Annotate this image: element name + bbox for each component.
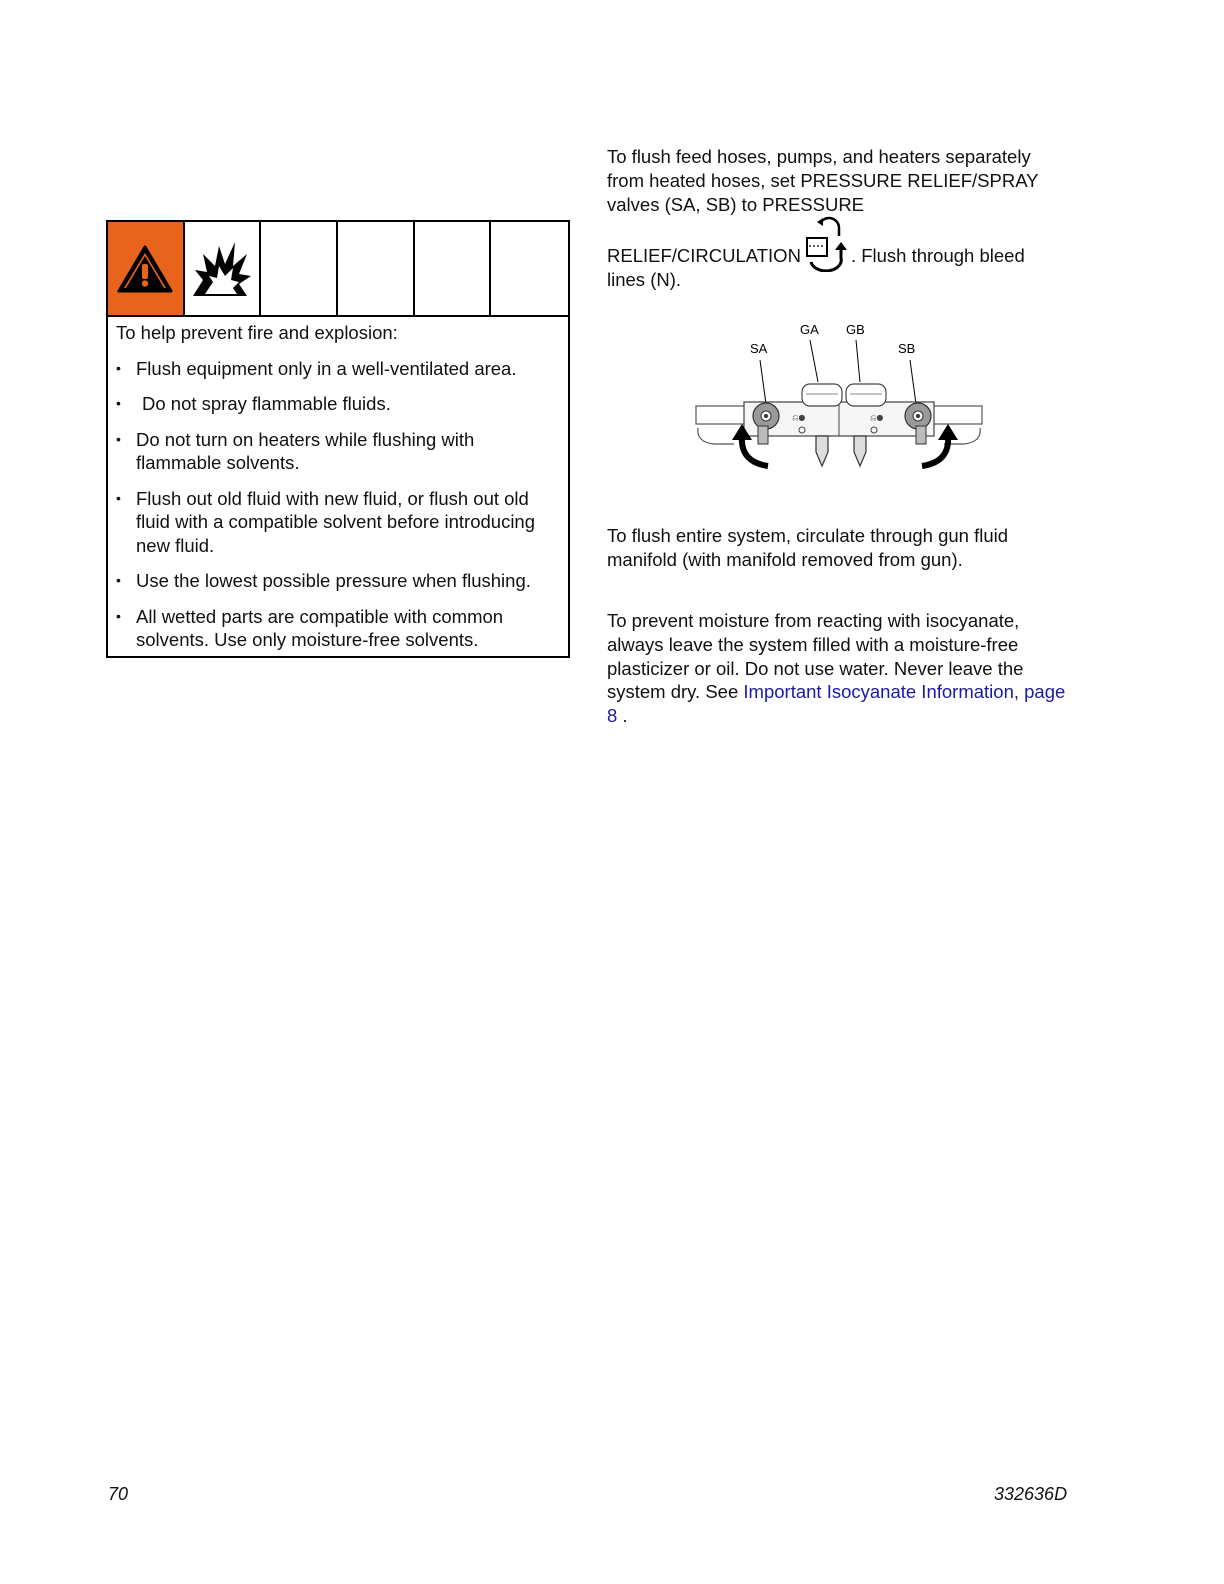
sb-label: SB — [898, 341, 916, 356]
gb-label: GB — [846, 322, 865, 337]
flush-entire-system-paragraph: To flush entire system, circulate through gun fluid manifold (with manifold removed from gun). — [607, 525, 1009, 570]
relief-circulation-text: RELIEF/CIRCULATION — [607, 245, 801, 267]
document-number: 332636D — [994, 1484, 1068, 1504]
warning-icon-row — [108, 222, 568, 317]
empty-icon-cell — [338, 222, 415, 315]
warning-box — [106, 220, 570, 658]
moisture-text: To prevent moisture from reacting with isocyanate, always leave the system filled with a moisture-free plasticizer or oil. Do not use water. Never leave the system dry. See — [607, 610, 1024, 703]
warning-intro: To help prevent fire and explosion: — [116, 322, 398, 343]
warning-item: • Flush equipment only in a well-ventilated area. — [116, 357, 560, 381]
isocyanate-info-link[interactable]: Important Isocyanate Information, page 8 — [607, 681, 1066, 727]
warning-item: • Do not spray flammable fluids. — [116, 392, 560, 416]
bleed-lines-text: . Flush through bleed lines (N). — [607, 245, 1025, 290]
relief-circulation-paragraph — [607, 214, 1067, 292]
flush-feed-hoses-paragraph: To flush feed hoses, pumps, and heaters separately from heated hoses, set PRESSURE RELIEF/SPRAY valves (SA, SB) to PRESSURE — [607, 146, 1039, 215]
warning-body — [108, 317, 568, 652]
warning-item: • Use the lowest possible pressure when flushing. — [116, 569, 560, 593]
svg-text:⎌●: ⎌● — [870, 413, 884, 422]
svg-text:⎌●: ⎌● — [792, 413, 806, 422]
empty-icon-cell — [491, 222, 568, 315]
sa-label: SA — [750, 341, 768, 356]
empty-icon-cell — [415, 222, 492, 315]
warning-item: • All wetted parts are compatible with common solvents. Use only moisture-free solvents. — [116, 605, 560, 652]
warning-triangle-icon — [108, 222, 185, 315]
ga-label: GA — [800, 322, 819, 337]
circulation-icon — [803, 214, 849, 272]
moisture-end: . — [617, 705, 628, 727]
explosion-icon — [185, 222, 262, 315]
moisture-paragraph — [607, 609, 1067, 728]
warning-item: • Flush out old fluid with new fluid, or flush out old fluid with a compatible solvent before introducing new fluid. — [116, 487, 560, 558]
warning-list — [116, 357, 560, 652]
empty-icon-cell — [261, 222, 338, 315]
valve-diagram — [694, 318, 986, 478]
warning-item: • Do not turn on heaters while flushing with flammable solvents. — [116, 428, 560, 475]
page-number: 70 — [108, 1484, 129, 1504]
